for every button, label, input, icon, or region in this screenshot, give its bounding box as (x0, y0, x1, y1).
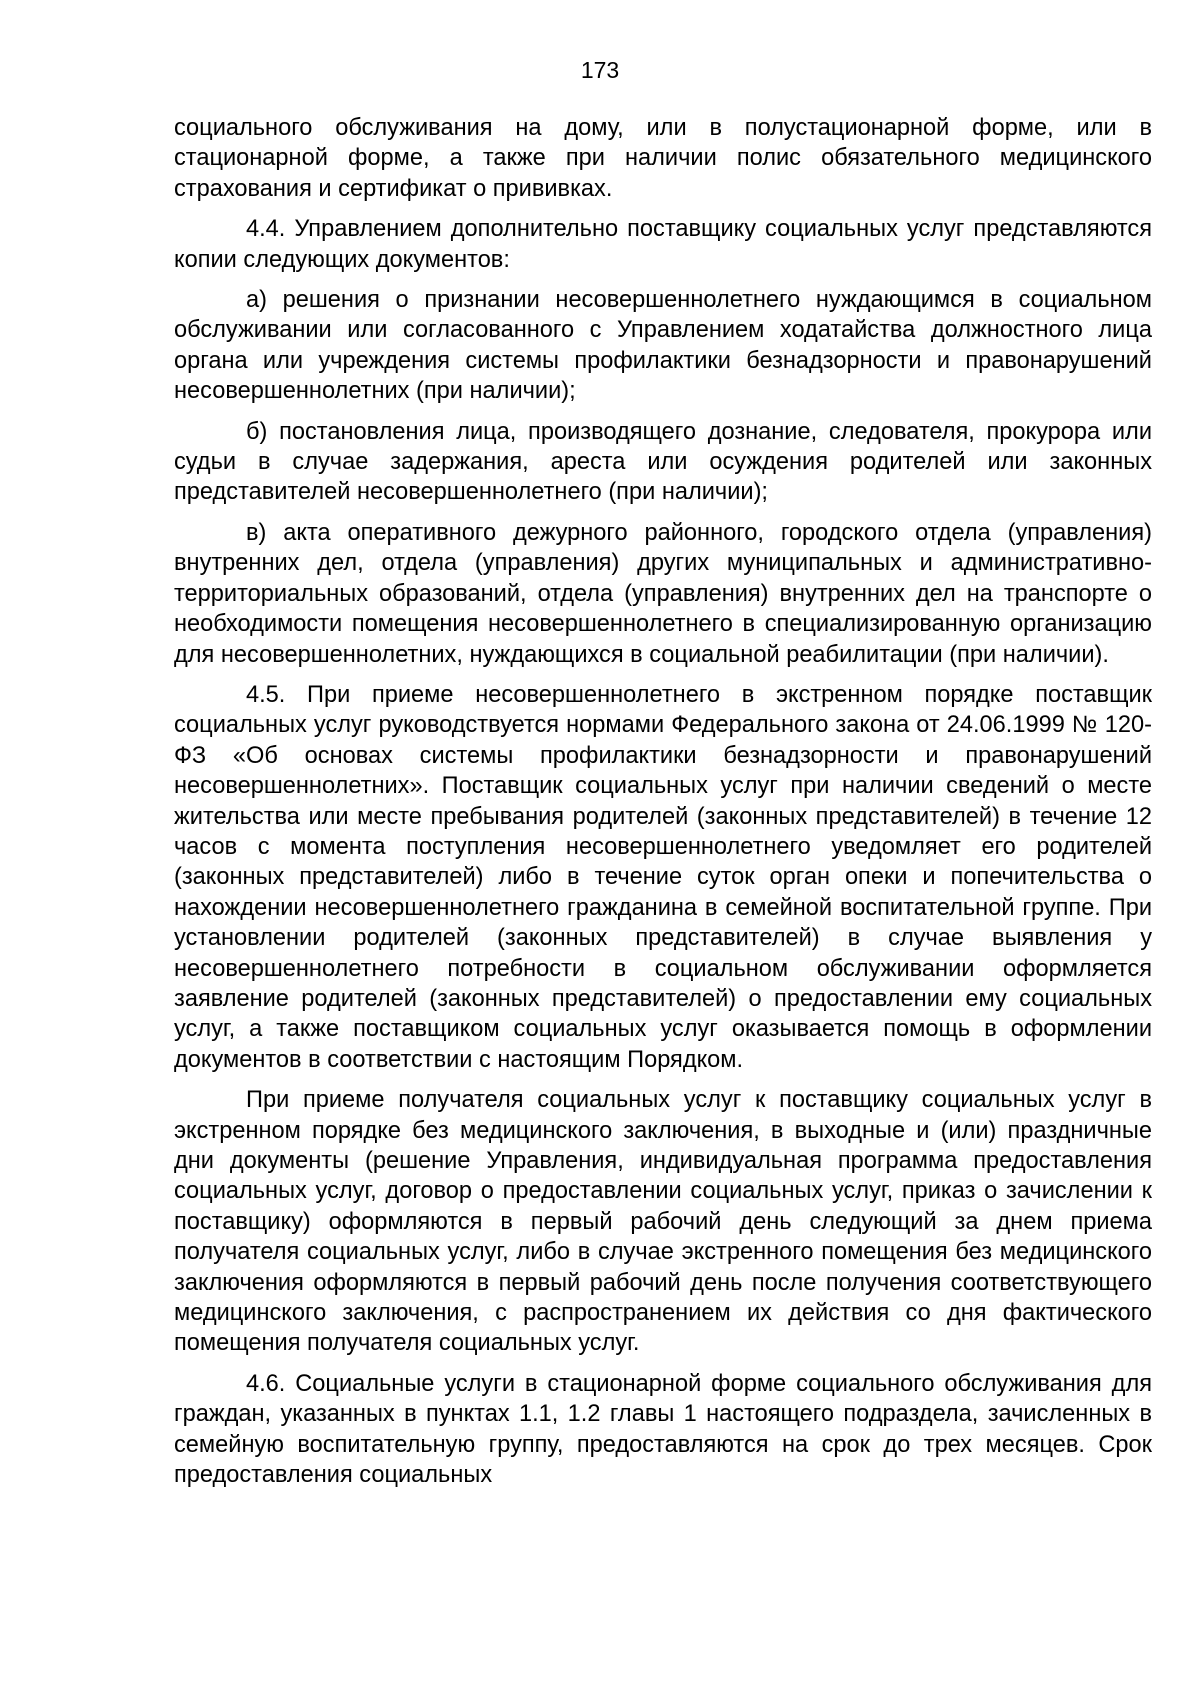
paragraph-4-5: 4.5. При приеме несовершеннолетнего в экстренном порядке поставщик социальных услуг руководствуется нормами Федерального закона от 24.06.1999 № 120-ФЗ «Об основах системы профилактики безнадзорности и правонарушений несовершеннолетних». Поставщик социальных услуг при наличии сведений о месте жительства или месте пребывания родителей (законных представителей) в течение 12 часов с момента поступления несовершеннолетнего уведомляет его родителей (законных представителей) либо в течение суток орган опеки и попечительства о нахождении несовершеннолетнего гражданина в семейной воспитательной группе. При установлении родителей (законных представителей) в случае выявления у несовершеннолетнего потребности в социальном обслуживании оформляется заявление родителей (законных представителей) о предоставлении ему социальных услуг, а также поставщиком социальных услуг оказывается помощь в оформлении документов в соответствии с настоящим Порядком. (174, 681, 1152, 1073)
paragraph-item-b: б) постановления лица, производящего дознание, следователя, прокурора или судьи в случае задержания, ареста или осуждения родителей или законных представителей несовершеннолетнего (при наличии); (174, 418, 1152, 506)
paragraph-item-v: в) акта оперативного дежурного районного, городского отдела (управления) внутренних дел, отдела (управления) других муниципальных и административно-территориальных образований, отдела (управления) внутренних дел на транспорте о необходимости помещения несовершеннолетнего в специализированную организацию для несовершеннолетних, нуждающихся в социальной реабилитации (при наличии). (174, 519, 1152, 668)
document-body (174, 113, 1152, 1500)
page-number: 173 (580, 57, 620, 83)
paragraph-4-6: 4.6. Социальные услуги в стационарной форме социального обслуживания для граждан, указанных в пунктах 1.1, 1.2 главы 1 настоящего подраздела, зачисленных в семейную воспитательную группу, предоставляются на срок до трех месяцев. Срок предоставления социальных (174, 1370, 1152, 1489)
paragraph-4-4: 4.4. Управлением дополнительно поставщику социальных услуг представляются копии следующих документов: (174, 216, 1152, 273)
paragraph-emergency-admission: При приеме получателя социальных услуг к поставщику социальных услуг в экстренном порядке без медицинского заключения, в выходные и (или) праздничные дни документы (решение Управления, индивидуальная программа предоставления социальных услуг, договор о предоставлении социальных услуг, приказ о зачислении к поставщику) оформляются в первый рабочий день следующий за днем приема получателя социальных услуг, либо в случае экстренного помещения без медицинского заключения оформляются в первый рабочий день после получения соответствующего медицинского заключения, с распространением их действия со дня фактического помещения получателя социальных услуг. (174, 1087, 1152, 1357)
paragraph-item-a: а) решения о признании несовершеннолетнего нуждающимся в социальном обслуживании или согласованного с Управлением ходатайства должностного лица органа или учреждения системы профилактики безнадзорности и правонарушений несовершеннолетних (при наличии); (174, 287, 1152, 405)
paragraph-continuation: социального обслуживания на дому, или в полустационарной форме, или в стационарной форме, а также при наличии полис обязательного медицинского страхования и сертификат о прививках. (174, 115, 1152, 202)
